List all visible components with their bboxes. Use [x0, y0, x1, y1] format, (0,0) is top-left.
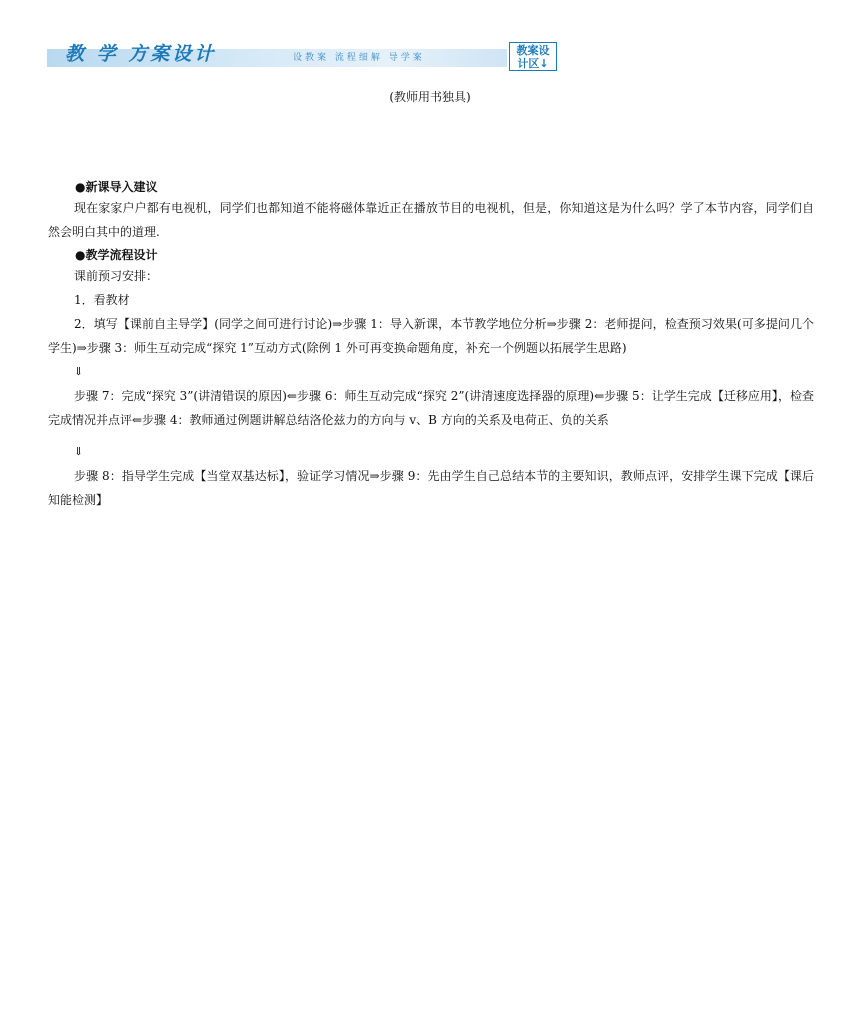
teacher-only-note: (教师用书独具) [389, 90, 471, 104]
banner-subtitle: 设教案 流程细解 导学案 [293, 53, 425, 63]
prep-label: 课前预习安排： [74, 269, 159, 283]
flow-down-arrow-2: ⇓ [74, 445, 84, 458]
box-line-2: 计区↓ [517, 57, 549, 70]
steps-7-to-4: 步骤 7：完成“探究 3”(讲清错误的原因)⇐步骤 6：师生互动完成“探究 2”(讲清速度选择器的原理)⇐步骤 5：让学生完成【迁移应用】，检查完成情况并点评⇐步骤 4：教师通过例题讲解总结洛伦兹力的方向与 v、B 方向的关系及电荷正、负的关系 [48, 389, 814, 427]
section-banner [47, 40, 559, 73]
box-line-1: 教案设 [516, 44, 550, 57]
flow-heading: ●教学流程设计 [75, 248, 158, 262]
banner-title: 教 学 方案设计 [65, 43, 217, 65]
step-1: 1．看教材 [74, 293, 130, 307]
steps-8-9: 步骤 8：指导学生完成【当堂双基达标】，验证学习情况⇒步骤 9：先由学生自己总结本节的主要知识，教师点评，安排学生课下完成【课后知能检测】 [48, 469, 814, 507]
intro-heading: ●新课导入建议 [75, 180, 158, 194]
main-content [48, 178, 814, 512]
intro-text: 现在家家户户都有电视机，同学们也都知道不能将磁体靠近正在播放节目的电视机，但是，你知道这是为什么吗？学了本节内容，同学们自然会明白其中的道理. [48, 201, 814, 239]
lesson-design-area-box [509, 42, 557, 71]
flow-down-arrow-1: ⇓ [74, 365, 84, 378]
step-2: 2．填写【课前自主导学】(同学之间可进行讨论)⇒步骤 1：导入新课，本节教学地位分析⇒步骤 2：老师提问，检查预习效果(可多提问几个学生)⇒步骤 3：师生互动完成“探究 1”互动方式(除例 1 外可再变换命题角度，补充一个例题以拓展学生思路) [48, 317, 814, 355]
